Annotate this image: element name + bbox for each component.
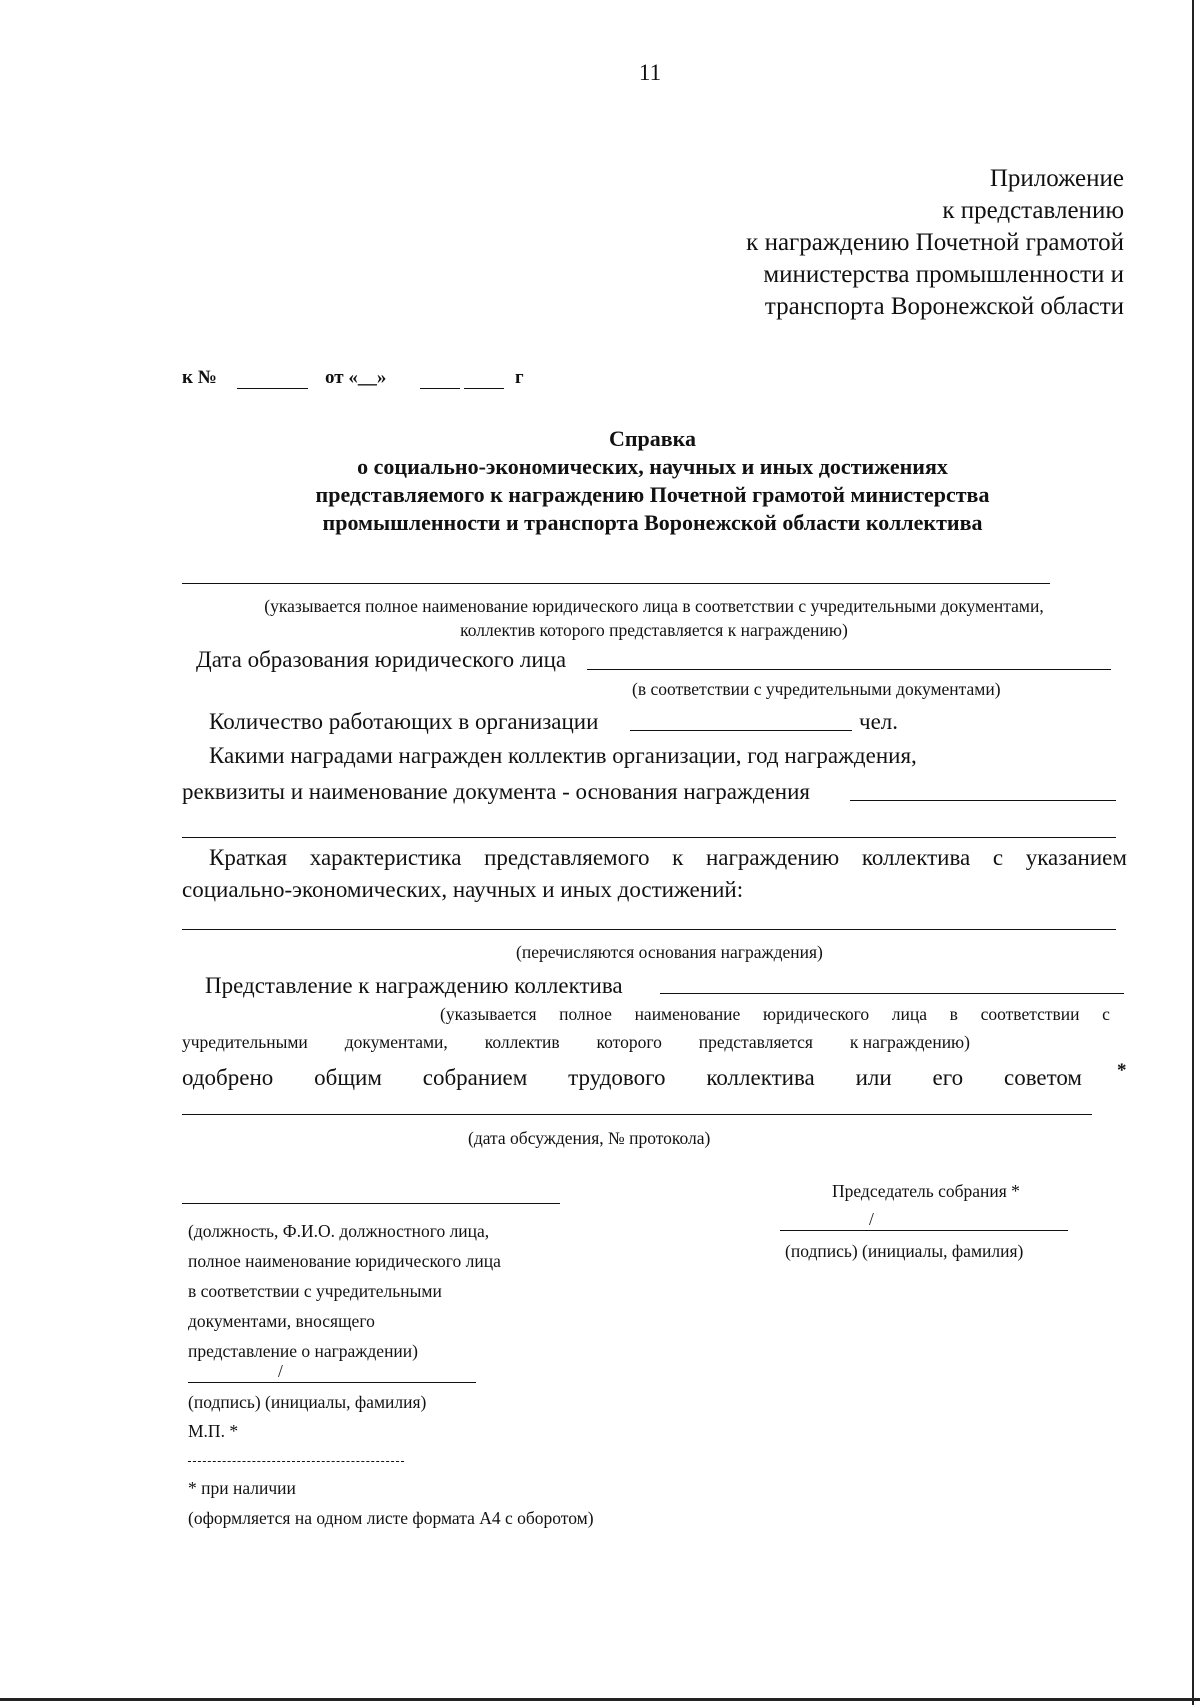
- hint-word: представляется: [698, 1032, 813, 1052]
- approved-word: коллектива: [706, 1065, 815, 1090]
- official-hint: [188, 1216, 501, 1366]
- protocol-field[interactable]: [182, 1114, 1092, 1115]
- chairman-label: Председатель собрания *: [832, 1181, 1020, 1201]
- official-signature-field[interactable]: [188, 1382, 476, 1383]
- appendix-line-2: к представлению: [942, 197, 1124, 224]
- legal-name-field[interactable]: [182, 583, 1050, 584]
- appendix-line-1: Приложение: [989, 165, 1124, 192]
- approved-word: советом: [1003, 1065, 1082, 1090]
- chairman-signature-hint: (подпись) (инициалы, фамилия): [785, 1241, 1024, 1261]
- hint-word: наименование: [634, 1004, 741, 1024]
- appendix-line-3: к награждению Почетной грамотой: [746, 229, 1124, 256]
- document-title: [200, 425, 1105, 537]
- hint-word: документами,: [344, 1032, 448, 1052]
- page-number: 11: [638, 60, 662, 85]
- hint-word: (указывается: [440, 1004, 537, 1024]
- official-slash: /: [278, 1361, 283, 1381]
- footnote-separator: [188, 1461, 404, 1462]
- official-hint-line-2: полное наименование юридического лица: [188, 1251, 501, 1271]
- submission-hint-line-1: [440, 1004, 1110, 1025]
- date-formation-field[interactable]: [587, 669, 1111, 670]
- page-edge-right: [1192, 0, 1194, 1705]
- page-edge-bottom: [0, 1698, 1200, 1701]
- official-field[interactable]: [182, 1203, 560, 1204]
- hint-word: с: [1102, 1004, 1110, 1024]
- footnote-1: * при наличии: [188, 1478, 296, 1498]
- characteristic-field[interactable]: [182, 929, 1116, 930]
- title-line-3: представляемого к награждению Почетной грамотой министерства: [315, 482, 990, 507]
- hint-word: к награждению): [849, 1032, 970, 1052]
- ref-number-label: к №: [182, 367, 217, 388]
- official-signature-hint: (подпись) (инициалы, фамилия): [188, 1392, 427, 1412]
- approved-word: одобрено: [182, 1065, 274, 1090]
- characteristic-word: награждению: [705, 845, 840, 870]
- chairman-slash: /: [869, 1209, 874, 1229]
- characteristic-word: Краткая: [209, 845, 288, 870]
- approved-line: [182, 1065, 1082, 1091]
- hint-word: учредительными: [182, 1032, 308, 1052]
- hint-word: которого: [596, 1032, 662, 1052]
- approved-word: собранием: [422, 1065, 528, 1090]
- approved-word: трудового: [568, 1065, 666, 1090]
- approved-word: его: [932, 1065, 964, 1090]
- chairman-signature-field[interactable]: [780, 1230, 1068, 1231]
- submission-label: Представление к награждению коллектива: [205, 973, 623, 998]
- official-hint-line-4: документами, вносящего: [188, 1311, 375, 1331]
- characteristic-word: представляемого: [484, 845, 650, 870]
- protocol-hint: (дата обсуждения, № протокола): [468, 1128, 711, 1148]
- title-line-2: о социально-экономических, научных и иных достижениях: [357, 454, 948, 479]
- ref-number-field[interactable]: [237, 388, 308, 389]
- appendix-block: [746, 163, 1124, 323]
- footnote-2: (оформляется на одном листе формата А4 с оборотом): [188, 1508, 594, 1528]
- stamp-label: М.П. *: [188, 1421, 239, 1441]
- approved-asterisk: *: [1117, 1060, 1127, 1081]
- legal-name-hint: [182, 594, 1126, 642]
- characteristic-word: коллектива: [861, 845, 971, 870]
- hint-word: коллектив: [484, 1032, 560, 1052]
- approved-word: или: [855, 1065, 892, 1090]
- characteristic-line-1: [209, 845, 1127, 871]
- legal-name-hint-line-2: коллектив которого представляется к награждению): [460, 620, 848, 640]
- awards-line-2: реквизиты и наименование документа - основания награждения: [182, 779, 810, 804]
- hint-word: в: [949, 1004, 958, 1024]
- official-hint-line-1: (должность, Ф.И.О. должностного лица,: [188, 1221, 490, 1241]
- characteristic-word: с: [992, 845, 1004, 870]
- characteristic-hint: (перечисляются основания награждения): [516, 942, 823, 962]
- submission-hint-line-2: [182, 1032, 970, 1053]
- characteristic-word: к: [672, 845, 684, 870]
- awards-field-continued[interactable]: [182, 837, 1116, 838]
- legal-name-hint-line-1: (указывается полное наименование юридического лица в соответствии с учредительными документами,: [264, 596, 1044, 616]
- ref-year-field[interactable]: [464, 388, 504, 389]
- hint-word: полное: [559, 1004, 612, 1024]
- approved-word: общим: [314, 1065, 382, 1090]
- awards-field[interactable]: [850, 800, 1116, 801]
- ref-date-label: от «__»: [325, 367, 387, 388]
- characteristic-line-2: социально-экономических, научных и иных достижений:: [182, 877, 744, 902]
- official-hint-line-3: в соответствии с учредительными: [188, 1281, 442, 1301]
- appendix-line-5: транспорта Воронежской области: [764, 293, 1124, 320]
- employee-count-label: Количество работающих в организации: [209, 709, 599, 734]
- title-line-1: Справка: [608, 426, 697, 451]
- hint-word: соответствии: [980, 1004, 1080, 1024]
- awards-line-1: Какими наградами награжден коллектив организации, год награждения,: [209, 743, 917, 768]
- ref-month-field[interactable]: [420, 388, 460, 389]
- date-formation-label: Дата образования юридического лица: [196, 647, 567, 672]
- employee-count-field[interactable]: [630, 730, 852, 731]
- characteristic-word: характеристика: [309, 845, 462, 870]
- characteristic-word: указанием: [1025, 845, 1127, 870]
- employee-count-unit: чел.: [859, 709, 899, 734]
- hint-word: юридического: [763, 1004, 870, 1024]
- appendix-line-4: министерства промышленности и: [763, 261, 1124, 288]
- submission-field[interactable]: [660, 993, 1124, 994]
- date-formation-hint: (в соответствии с учредительными документами): [632, 679, 1001, 699]
- official-hint-line-5: представление о награждении): [188, 1341, 418, 1361]
- title-line-4: промышленности и транспорта Воронежской области коллектива: [322, 510, 983, 535]
- hint-word: лица: [891, 1004, 927, 1024]
- ref-year-suffix: г: [515, 367, 524, 388]
